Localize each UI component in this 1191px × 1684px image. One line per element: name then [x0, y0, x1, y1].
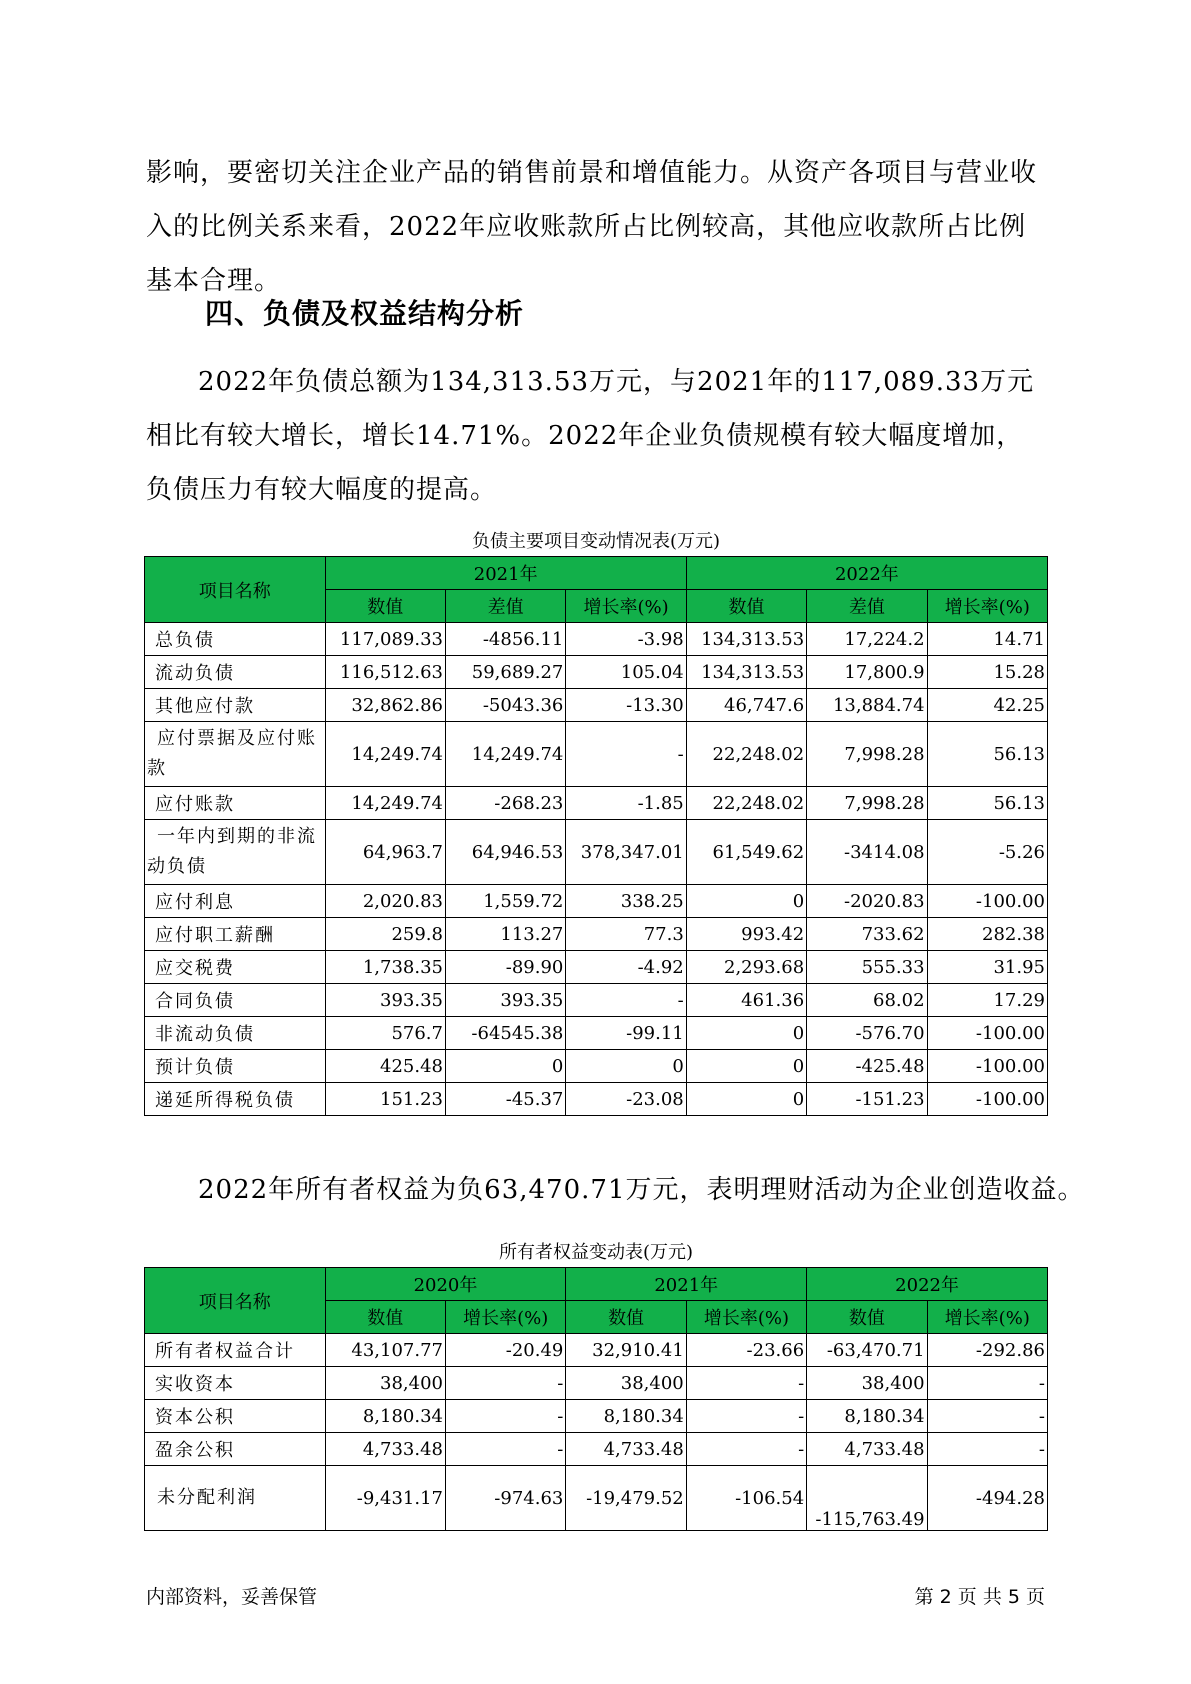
table-cell: 116,512.63 [325, 656, 445, 689]
table-cell: 7,998.28 [807, 787, 927, 820]
table-cell: -576.70 [807, 1017, 927, 1050]
row-label: 总负债 [145, 623, 326, 656]
table-row [145, 984, 1048, 1017]
table-cell: 425.48 [325, 1050, 445, 1083]
row-label: 应付利息 [145, 885, 326, 918]
row-label: 所有者权益合计 [145, 1334, 326, 1367]
table-cell: 17,224.2 [807, 623, 927, 656]
table-cell: 0 [686, 1050, 806, 1083]
item-name-header: 项目名称 [145, 557, 326, 623]
table-cell: -5043.36 [445, 689, 565, 722]
table-cell: 17,800.9 [807, 656, 927, 689]
table-cell: 4,733.48 [807, 1433, 927, 1466]
column-header: 差值 [807, 590, 927, 623]
page-number: 第 2 页 共 5 页 [914, 1586, 1045, 1608]
table-cell: -23.08 [566, 1083, 686, 1116]
table-row [145, 1083, 1048, 1116]
table-row [145, 1367, 1048, 1400]
table-cell: 42.25 [927, 689, 1047, 722]
column-header: 增长率(%) [927, 1301, 1047, 1334]
table-cell: 259.8 [325, 918, 445, 951]
table-cell: 576.7 [325, 1017, 445, 1050]
table-cell: - [686, 1400, 806, 1433]
table-cell: -1.85 [566, 787, 686, 820]
table-cell: 64,963.7 [325, 820, 445, 885]
table-cell: 134,313.53 [686, 656, 806, 689]
row-label: 合同负债 [145, 984, 326, 1017]
table-row [145, 722, 1048, 787]
table-row [145, 623, 1048, 656]
table-cell: - [445, 1367, 565, 1400]
table-cell: -23.66 [686, 1334, 806, 1367]
row-label: 资本公积 [145, 1400, 326, 1433]
table-cell: -425.48 [807, 1050, 927, 1083]
row-label: 其他应付款 [145, 689, 326, 722]
liability-table-caption: 负债主要项目变动情况表(万元) [471, 531, 721, 552]
table-cell: -115,763.49 [807, 1466, 927, 1531]
table-cell: -151.23 [807, 1083, 927, 1116]
table-cell: 31.95 [927, 951, 1047, 984]
table-cell: 0 [686, 1083, 806, 1116]
table-cell: 4,733.48 [325, 1433, 445, 1466]
row-label: 实收资本 [145, 1367, 326, 1400]
table-cell: -100.00 [927, 1017, 1047, 1050]
table-cell: -99.11 [566, 1017, 686, 1050]
table-cell: -2020.83 [807, 885, 927, 918]
table-cell: 61,549.62 [686, 820, 806, 885]
table-row [145, 1466, 1048, 1531]
row-label: 预计负债 [145, 1050, 326, 1083]
table-cell: 43,107.77 [325, 1334, 445, 1367]
item-name-header: 项目名称 [145, 1268, 326, 1334]
table-cell: 4,733.48 [566, 1433, 686, 1466]
equity-table [144, 1267, 1048, 1531]
table-cell: 56.13 [927, 787, 1047, 820]
row-label: 流动负债 [145, 656, 326, 689]
table-cell: 22,248.02 [686, 722, 806, 787]
table-cell: 15.28 [927, 656, 1047, 689]
table-cell: - [927, 1400, 1047, 1433]
table-cell: 0 [445, 1050, 565, 1083]
table-cell: -4856.11 [445, 623, 565, 656]
table-row [145, 1050, 1048, 1083]
table-cell: 993.42 [686, 918, 806, 951]
row-label: 盈余公积 [145, 1433, 326, 1466]
row-label: 应付职工薪酬 [145, 918, 326, 951]
table-cell: 14.71 [927, 623, 1047, 656]
table-row [145, 820, 1048, 885]
table-cell: - [445, 1433, 565, 1466]
table-cell: -974.63 [445, 1466, 565, 1531]
table-cell: 1,738.35 [325, 951, 445, 984]
table-cell: - [927, 1367, 1047, 1400]
table-cell: 32,862.86 [325, 689, 445, 722]
table-cell: 68.02 [807, 984, 927, 1017]
table-cell: -106.54 [686, 1466, 806, 1531]
table-cell: -20.49 [445, 1334, 565, 1367]
year-header: 2021年 [325, 557, 686, 590]
table-cell: 14,249.74 [325, 722, 445, 787]
column-header: 数值 [686, 590, 806, 623]
row-label: 一年内到期的非流动负债 [145, 820, 326, 885]
table-cell: 32,910.41 [566, 1334, 686, 1367]
table-cell: 105.04 [566, 656, 686, 689]
table-cell: 8,180.34 [566, 1400, 686, 1433]
row-label: 非流动负债 [145, 1017, 326, 1050]
table-cell: 14,249.74 [445, 722, 565, 787]
table-cell: -5.26 [927, 820, 1047, 885]
table-row [145, 1400, 1048, 1433]
table-cell: 151.23 [325, 1083, 445, 1116]
column-header: 增长率(%) [566, 590, 686, 623]
table-cell: 282.38 [927, 918, 1047, 951]
table-cell: 56.13 [927, 722, 1047, 787]
table-cell: 38,400 [566, 1367, 686, 1400]
table-cell: 117,089.33 [325, 623, 445, 656]
table-cell: -100.00 [927, 885, 1047, 918]
table-cell: -89.90 [445, 951, 565, 984]
table-cell: 22,248.02 [686, 787, 806, 820]
table-cell: -494.28 [927, 1466, 1047, 1531]
table-cell: -292.86 [927, 1334, 1047, 1367]
column-header: 数值 [566, 1301, 686, 1334]
column-header: 增长率(%) [445, 1301, 565, 1334]
table-cell: 7,998.28 [807, 722, 927, 787]
table-cell: 393.35 [445, 984, 565, 1017]
row-label: 应付账款 [145, 787, 326, 820]
table-cell: 0 [566, 1050, 686, 1083]
table-cell: -45.37 [445, 1083, 565, 1116]
table-cell: 46,747.6 [686, 689, 806, 722]
table-cell: -9,431.17 [325, 1466, 445, 1531]
table-cell: 13,884.74 [807, 689, 927, 722]
table-cell: 14,249.74 [325, 787, 445, 820]
table-row [145, 689, 1048, 722]
table-cell: 0 [686, 885, 806, 918]
table-cell: 555.33 [807, 951, 927, 984]
table-cell: - [566, 984, 686, 1017]
row-label: 未分配利润 [145, 1466, 326, 1531]
table-cell: 733.62 [807, 918, 927, 951]
column-header: 增长率(%) [686, 1301, 806, 1334]
year-header: 2022年 [807, 1268, 1048, 1301]
table-cell: -19,479.52 [566, 1466, 686, 1531]
table-cell: 8,180.34 [807, 1400, 927, 1433]
column-header: 增长率(%) [927, 590, 1047, 623]
table-cell: 338.25 [566, 885, 686, 918]
table-cell: -63,470.71 [807, 1334, 927, 1367]
confidential-notice: 内部资料，妥善保管 [146, 1586, 318, 1608]
row-label: 递延所得税负债 [145, 1083, 326, 1116]
year-header: 2021年 [566, 1268, 807, 1301]
table-cell: - [686, 1367, 806, 1400]
column-header: 数值 [325, 590, 445, 623]
table-row [145, 951, 1048, 984]
column-header: 数值 [807, 1301, 927, 1334]
table-cell: 2,293.68 [686, 951, 806, 984]
table-cell: -100.00 [927, 1050, 1047, 1083]
table-cell: -3.98 [566, 623, 686, 656]
table-cell: 461.36 [686, 984, 806, 1017]
table-cell: 17.29 [927, 984, 1047, 1017]
column-header: 数值 [325, 1301, 445, 1334]
table-cell: 8,180.34 [325, 1400, 445, 1433]
table-cell: - [927, 1433, 1047, 1466]
table-row [145, 1433, 1048, 1466]
table-row [145, 885, 1048, 918]
table-cell: 77.3 [566, 918, 686, 951]
table-cell: 59,689.27 [445, 656, 565, 689]
table-cell: 113.27 [445, 918, 565, 951]
table-cell: -100.00 [927, 1083, 1047, 1116]
table-row [145, 1017, 1048, 1050]
table-cell: 38,400 [807, 1367, 927, 1400]
liability-paragraph: 2022年负债总额为134,313.53万元，与2021年的117,089.33万元相比有较大增长，增长14.71%。2022年企业负债规模有较大幅度增加，负债压力有较大幅度的提高。 [146, 367, 1035, 505]
table-cell: 38,400 [325, 1367, 445, 1400]
equity-table-caption: 所有者权益变动表(万元) [498, 1242, 694, 1263]
row-label: 应交税费 [145, 951, 326, 984]
table-row [145, 918, 1048, 951]
table-cell: -64545.38 [445, 1017, 565, 1050]
table-row [145, 787, 1048, 820]
table-row [145, 1334, 1048, 1367]
table-cell: 2,020.83 [325, 885, 445, 918]
intro-paragraph: 影响，要密切关注企业产品的销售前景和增值能力。从资产各项目与营业收入的比例关系来看，2022年应收账款所占比例较高，其他应收款所占比例基本合理。 [146, 158, 1038, 296]
table-cell: 0 [686, 1017, 806, 1050]
table-cell: -4.92 [566, 951, 686, 984]
table-cell: -3414.08 [807, 820, 927, 885]
table-cell: -13.30 [566, 689, 686, 722]
table-cell: - [445, 1400, 565, 1433]
column-header: 差值 [445, 590, 565, 623]
table-cell: 1,559.72 [445, 885, 565, 918]
year-header: 2020年 [325, 1268, 566, 1301]
table-row [145, 656, 1048, 689]
table-cell: 393.35 [325, 984, 445, 1017]
table-cell: - [686, 1433, 806, 1466]
row-label: 应付票据及应付账款 [145, 722, 326, 787]
liability-table [144, 556, 1048, 1116]
table-cell: -268.23 [445, 787, 565, 820]
table-cell: 64,946.53 [445, 820, 565, 885]
table-cell: 134,313.53 [686, 623, 806, 656]
section-heading: 四、负债及权益结构分析 [205, 297, 525, 330]
table-cell: - [566, 722, 686, 787]
table-cell: 378,347.01 [566, 820, 686, 885]
year-header: 2022年 [686, 557, 1047, 590]
equity-paragraph: 2022年所有者权益为负63,470.71万元，表明理财活动为企业创造收益。 [198, 1175, 1085, 1205]
